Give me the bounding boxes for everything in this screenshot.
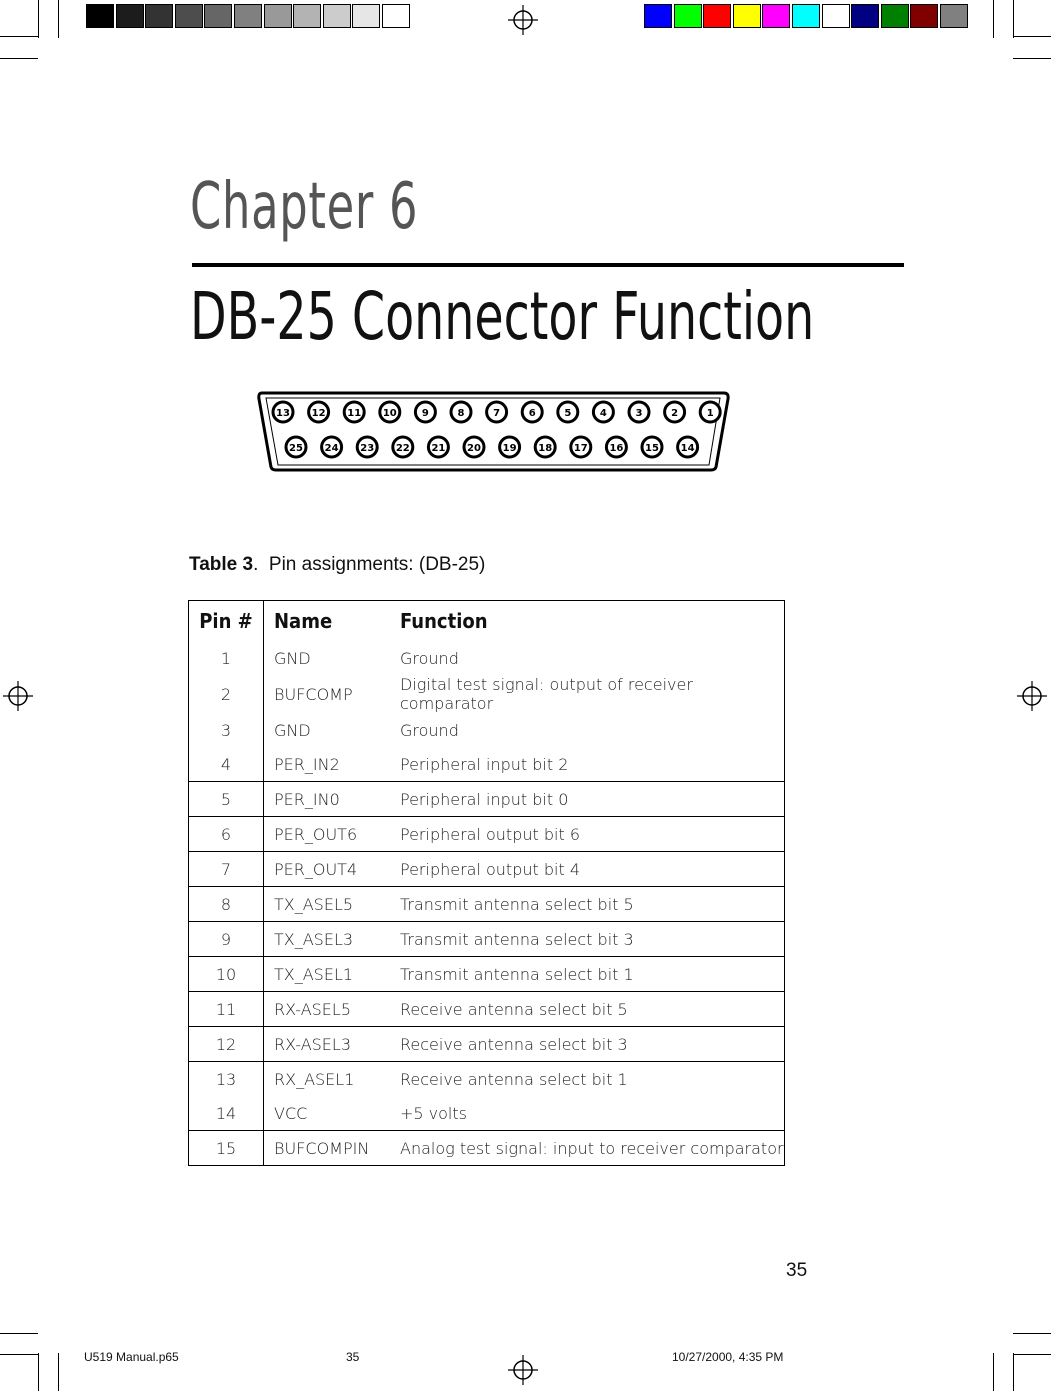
color-swatch (86, 4, 114, 28)
registration-mark-icon (508, 5, 538, 35)
connector-pin-label: 12 (311, 408, 326, 419)
slug-filename: U519 Manual.p65 (84, 1350, 179, 1364)
name-cell: PER_IN2 (274, 754, 340, 774)
table-caption-text: Pin assignments: (DB-25) (268, 554, 486, 575)
table-row (189, 1096, 785, 1131)
color-swatch (293, 4, 321, 28)
name-cell: RX_ASEL1 (264, 1062, 401, 1097)
color-swatch (881, 4, 909, 28)
name-cell: TX_ASEL3 (264, 922, 401, 957)
table-header-row (189, 601, 785, 642)
table-row (189, 1027, 785, 1062)
function-cell: Digital test signal: output of receiver comparator (400, 675, 693, 713)
table-row (189, 852, 785, 887)
name-cell: PER_OUT6 (264, 817, 401, 852)
function-cell: Analog test signal: input to receiver comparator (400, 1131, 785, 1166)
function-cell: +5 volts (400, 1103, 467, 1123)
name-cell: BUFCOMP (274, 684, 353, 704)
registration-mark-icon (3, 681, 33, 711)
pin-cell: 6 (189, 817, 264, 852)
name-cell: PER_IN0 (264, 782, 401, 817)
table-row (189, 641, 785, 675)
connector-pin-label: 24 (324, 443, 339, 454)
function-cell: Receive antenna select bit 1 (400, 1062, 785, 1097)
table-caption-label: Table 3 (189, 554, 254, 575)
function-cell: Receive antenna select bit 3 (400, 1027, 785, 1062)
connector-pin-label: 2 (671, 408, 679, 419)
table-row (189, 713, 785, 747)
column-header-function: Function (400, 609, 488, 633)
pin-cell: 3 (189, 713, 264, 747)
table-row (189, 675, 785, 713)
connector-pin-label: 25 (289, 443, 303, 454)
color-swatch (822, 4, 850, 28)
pin-cell: 8 (189, 887, 264, 922)
function-cell: Transmit antenna select bit 1 (400, 957, 785, 992)
page-title: DB-25 Connector Function (190, 278, 815, 355)
connector-pin-label: 6 (528, 408, 536, 419)
table-row (189, 782, 785, 817)
column-header-name: Name (274, 609, 333, 633)
color-swatch (145, 4, 173, 28)
color-swatch (352, 4, 380, 28)
name-cell: PER_OUT4 (264, 852, 401, 887)
table-row (189, 1131, 785, 1166)
color-swatch (234, 4, 262, 28)
function-cell: Peripheral input bit 0 (400, 782, 785, 817)
connector-pin-label: 4 (599, 408, 607, 419)
slug-timestamp: 10/27/2000, 4:35 PM (672, 1350, 784, 1364)
connector-pin-label: 5 (564, 408, 572, 419)
pin-cell: 7 (189, 852, 264, 887)
color-swatch (910, 4, 938, 28)
page-number: 35 (786, 1260, 808, 1281)
connector-pin-label: 14 (680, 443, 695, 454)
pin-cell: 14 (189, 1096, 264, 1131)
color-swatch (762, 4, 790, 28)
pin-cell: 12 (189, 1027, 264, 1062)
function-cell: Receive antenna select bit 5 (400, 992, 785, 1027)
table-caption: Table 3. Pin assignments: (DB-25) (189, 554, 486, 575)
color-swatch (204, 4, 232, 28)
name-cell: RX-ASEL5 (264, 992, 401, 1027)
pin-assignment-table (188, 600, 785, 1166)
connector-pin-label: 11 (347, 408, 362, 419)
connector-pin-label: 8 (457, 408, 465, 419)
connector-pin-label: 23 (360, 443, 375, 454)
pin-cell: 1 (189, 641, 264, 675)
color-swatch (323, 4, 351, 28)
function-cell: Peripheral output bit 4 (400, 852, 785, 887)
color-swatch (382, 4, 410, 28)
function-cell: Ground (400, 720, 459, 740)
color-swatch (733, 4, 761, 28)
connector-pin-label: 21 (431, 443, 446, 454)
function-cell: Peripheral output bit 6 (400, 817, 785, 852)
name-cell: TX_ASEL5 (264, 887, 401, 922)
color-swatch (116, 4, 144, 28)
color-swatch (175, 4, 203, 28)
name-cell: VCC (274, 1103, 308, 1123)
connector-pin-label: 17 (573, 443, 588, 454)
function-cell: Ground (400, 648, 459, 668)
name-cell: GND (274, 720, 311, 740)
pin-cell: 15 (189, 1131, 264, 1166)
column-header-pin: Pin # (189, 601, 264, 642)
color-swatch (703, 4, 731, 28)
registration-mark-icon (1017, 681, 1047, 711)
connector-pin-label: 15 (645, 443, 659, 454)
name-cell: GND (274, 648, 311, 668)
function-cell: Transmit antenna select bit 5 (400, 887, 785, 922)
slug-page: 35 (346, 1350, 360, 1364)
function-cell: Transmit antenna select bit 3 (400, 922, 785, 957)
name-cell: TX_ASEL1 (264, 957, 401, 992)
color-swatch (792, 4, 820, 28)
connector-pin-label: 19 (502, 443, 517, 454)
heading-divider (192, 263, 904, 267)
color-swatch (851, 4, 879, 28)
connector-pin-label: 22 (395, 443, 410, 454)
pin-cell: 4 (189, 747, 264, 782)
connector-pin-label: 10 (382, 408, 397, 419)
pin-cell: 2 (189, 675, 264, 713)
table-row (189, 1062, 785, 1097)
name-cell: BUFCOMPIN (264, 1131, 401, 1166)
color-swatch (940, 4, 968, 28)
registration-mark-icon (508, 1355, 538, 1385)
connector-pin-label: 18 (538, 443, 553, 454)
table-row (189, 887, 785, 922)
db25-connector-diagram (256, 389, 731, 473)
table-row (189, 747, 785, 782)
color-swatch (264, 4, 292, 28)
table-row (189, 957, 785, 992)
connector-pin-label: 7 (493, 408, 501, 419)
pin-cell: 11 (189, 992, 264, 1027)
pin-cell: 10 (189, 957, 264, 992)
connector-pin-label: 9 (421, 408, 429, 419)
connector-pin-label: 20 (467, 443, 481, 454)
function-cell: Peripheral input bit 2 (400, 754, 569, 774)
pin-cell: 13 (189, 1062, 264, 1097)
connector-pin-label: 13 (276, 408, 290, 419)
table-row (189, 922, 785, 957)
connector-pin-label: 1 (706, 408, 714, 419)
connector-pin-label: 16 (609, 443, 624, 454)
name-cell: RX-ASEL3 (264, 1027, 401, 1062)
table-row (189, 992, 785, 1027)
color-swatch (674, 4, 702, 28)
chapter-heading: Chapter 6 (190, 170, 419, 244)
color-swatch (644, 4, 672, 28)
table-row (189, 817, 785, 852)
pin-cell: 9 (189, 922, 264, 957)
pin-cell: 5 (189, 782, 264, 817)
connector-pin-label: 3 (635, 408, 643, 419)
